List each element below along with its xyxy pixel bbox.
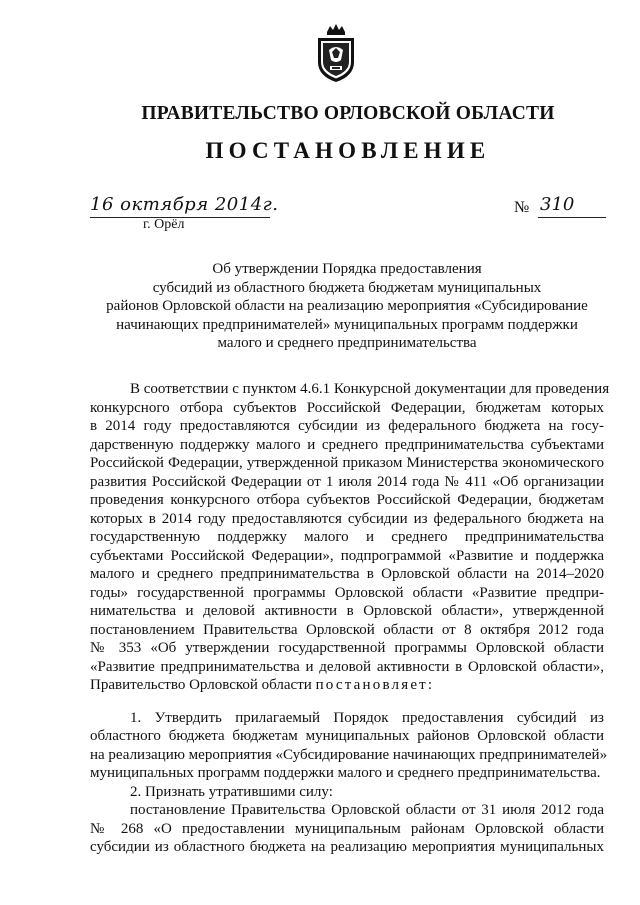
preamble-line: № 353 «Об утверждении государственной программы Орловской области bbox=[90, 640, 604, 656]
resolution-verb: постановляет: bbox=[315, 677, 435, 693]
preamble-line: постановлением Правительства Орловской области от 8 октября 2012 года bbox=[90, 621, 604, 638]
preamble-line: проведения конкурсного отбора субъектов Российской Федерации, бюджетам bbox=[90, 492, 604, 508]
document-number bbox=[514, 194, 604, 219]
preamble-line: годы» государственной программы Орловской области «Развитие предпри- bbox=[90, 584, 604, 601]
preamble-closing-line bbox=[90, 676, 604, 695]
preamble-closing-text: Правительство Орловской области bbox=[90, 677, 312, 693]
coat-of-arms-icon bbox=[313, 22, 359, 84]
preamble-line: государственную поддержку малого и среднего предпринимательства bbox=[90, 529, 604, 545]
item-2-line: постановление Правительства Орловской области от 31 июля 2012 года bbox=[130, 802, 604, 818]
document-type-title: ПОСТАНОВЛЕНИЕ bbox=[205, 138, 491, 163]
handwritten-number: 310 bbox=[540, 194, 575, 215]
item-2-line: № 268 «О предоставлении муниципальным районам Орловской области bbox=[90, 820, 604, 837]
preamble-line: малого и среднего предпринимательства в Орловской области на 2014–2020 bbox=[90, 566, 604, 582]
preamble-line: конкурсного отбора субъектов Российской Федерации, бюджетам которых bbox=[90, 399, 604, 416]
item-1-line: областного бюджета бюджетам муниципальных районов Орловской области bbox=[90, 728, 604, 744]
preamble-line: которых в 2014 году предоставляются субсидии из федерального бюджета на bbox=[90, 510, 604, 527]
preamble-line: субъектами Российской Федерации», подпрограммой «Развитие и поддержка bbox=[90, 547, 604, 564]
number-sign: № bbox=[514, 199, 530, 216]
item-1-line: муниципальных программ поддержки малого и среднего предпринимательства. bbox=[90, 765, 601, 781]
subject-line: Об утверждении Порядка предоставления bbox=[212, 261, 482, 277]
preamble-line: развития Российской Федерации от 1 июля 2014 года № 411 «Об организации bbox=[90, 473, 604, 490]
document-subject bbox=[90, 260, 604, 353]
preamble-line: дарственную поддержку малого и среднего предпринимательства субъектами bbox=[90, 436, 604, 453]
document-date bbox=[90, 196, 280, 218]
item-1-line: 1. Утвердить прилагаемый Порядок предоставления субсидий из bbox=[130, 709, 604, 726]
handwritten-date: 16 октября 2014г. bbox=[90, 194, 279, 215]
government-title: ПРАВИТЕЛЬСТВО ОРЛОВСКОЙ ОБЛАСТИ bbox=[141, 103, 555, 124]
subject-line: малого и среднего предпринимательства bbox=[217, 335, 477, 351]
subject-line: субсидий из областного бюджета бюджетам муниципальных bbox=[152, 279, 542, 296]
preamble-line: Российской Федерации, утвержденной приказом Министерства экономического bbox=[90, 455, 604, 471]
item-2-line: субсидии из областного бюджета на реализацию мероприятия муниципальных bbox=[90, 839, 604, 855]
subject-line: начинающих предпринимателей» муниципальных программ поддержки bbox=[116, 316, 578, 333]
document-city: г. Орёл bbox=[143, 217, 185, 232]
item-2-heading: 2. Признать утратившими силу: bbox=[130, 783, 333, 800]
preamble-line: «Развитие предпринимательства и деловой активности в Орловской области», bbox=[90, 658, 604, 675]
subject-line: районов Орловской области на реализацию мероприятия «Субсидирование bbox=[106, 298, 588, 314]
number-underline bbox=[538, 217, 606, 218]
preamble-line: В соответствии с пунктом 4.6.1 Конкурсной документации для проведения bbox=[130, 381, 610, 397]
preamble-line: в 2014 году предоставляются субсидии из федерального бюджета на госу- bbox=[90, 418, 604, 434]
preamble-line: нимательства и деловой активности в Орловской области», утвержденной bbox=[90, 603, 604, 619]
document-body bbox=[90, 380, 610, 857]
item-1-line: на реализацию мероприятия «Субсидирование начинающих предпринимателей» bbox=[90, 746, 608, 763]
